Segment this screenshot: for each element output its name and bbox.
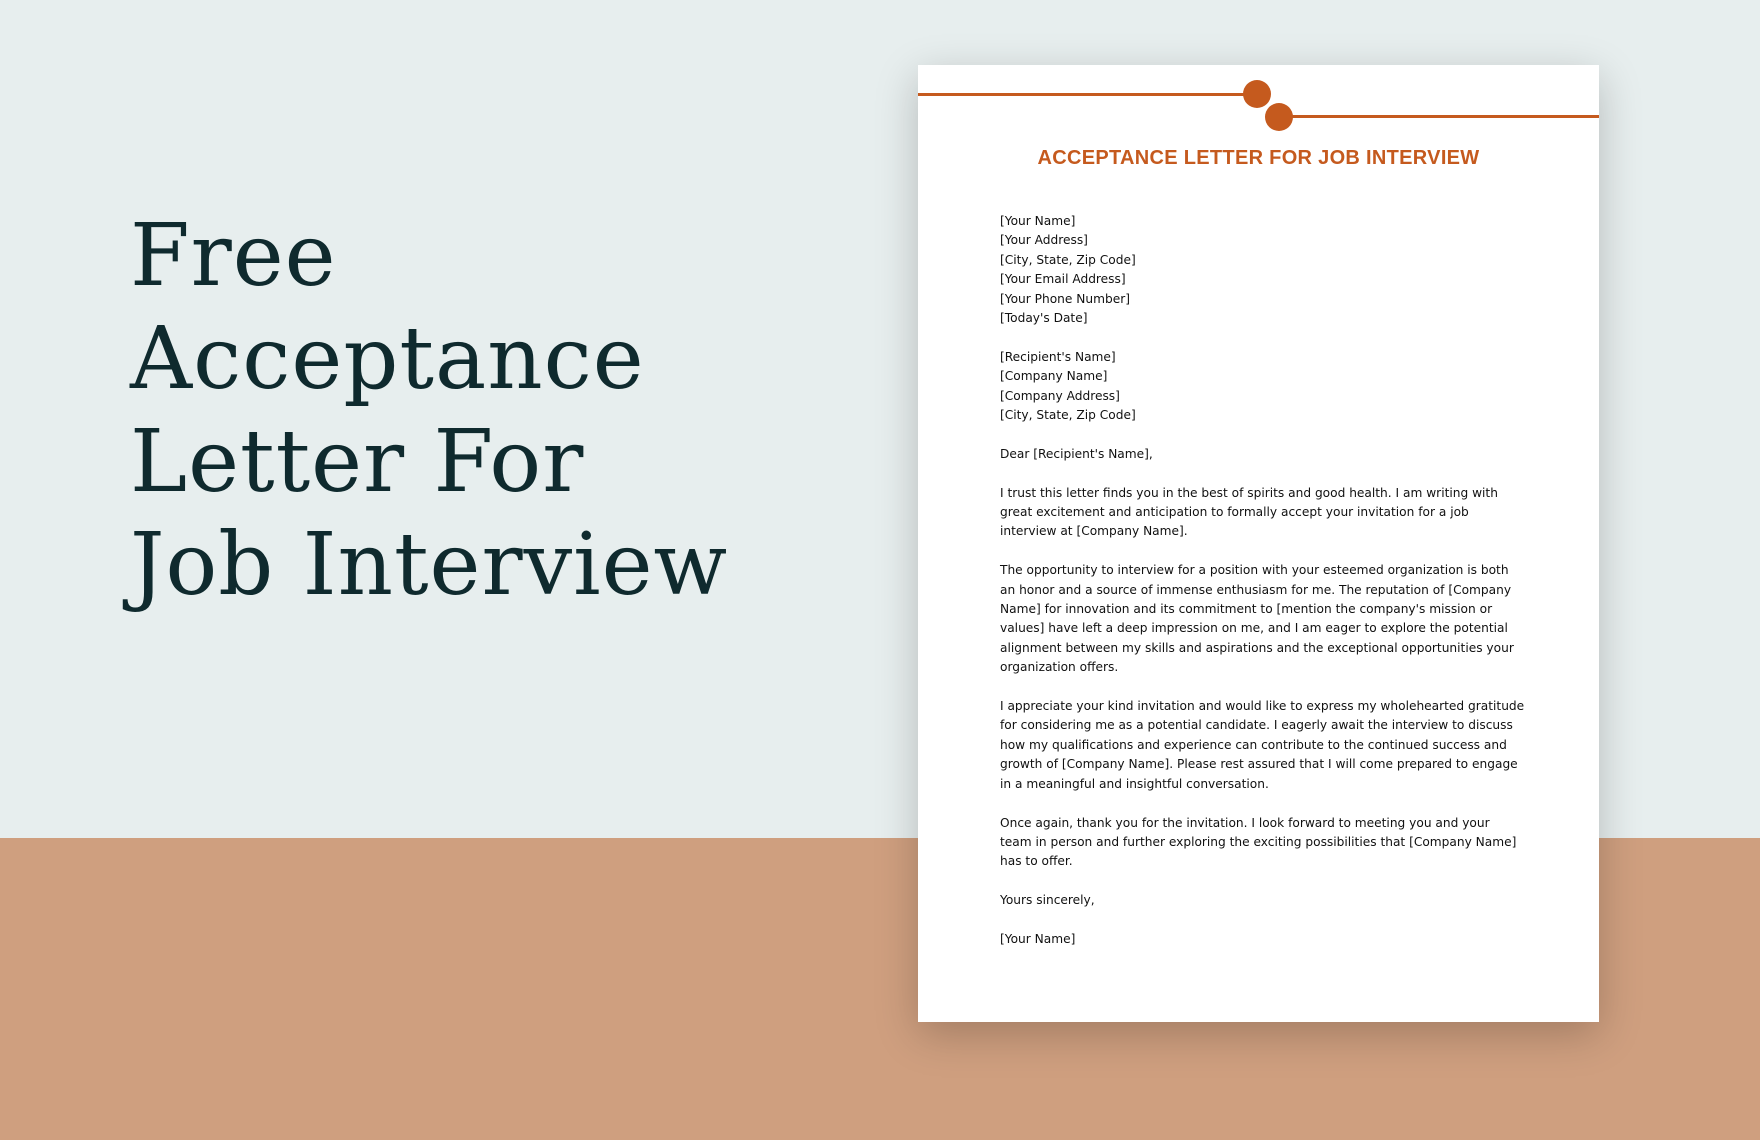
document-title: ACCEPTANCE LETTER FOR JOB INTERVIEW xyxy=(1037,147,1480,169)
salutation: Dear [Recipient's Name], xyxy=(1000,446,1153,461)
recipient-name: [Recipient's Name] xyxy=(1000,349,1116,364)
sender-email: [Your Email Address] xyxy=(1000,272,1126,287)
body-paragraph: Once again, thank you for the invitation. I look forward to meeting you and your team in person and further exploring the exciting possibilities that [Company Name] has to offer. xyxy=(1000,815,1517,869)
closing: Yours sincerely, xyxy=(1000,893,1095,908)
hero-title-line: Acceptance xyxy=(130,309,645,409)
sender-address: [Your Address] xyxy=(1000,233,1088,248)
hero-title-line: Job Interview xyxy=(130,515,729,615)
sender-phone: [Your Phone Number] xyxy=(1000,291,1130,306)
hero-title-line: Letter For xyxy=(130,412,585,512)
recipient-company-address: [Company Address] xyxy=(1000,388,1120,403)
header-decoration-line-right xyxy=(1276,115,1599,118)
letter-document xyxy=(918,65,1599,1022)
letter-body xyxy=(1000,212,1525,969)
recipient-company: [Company Name] xyxy=(1000,369,1108,384)
header-decoration-line-left xyxy=(918,93,1258,96)
sender-city-state-zip: [City, State, Zip Code] xyxy=(1000,252,1136,267)
signature: [Your Name] xyxy=(1000,931,1076,946)
letter-date: [Today's Date] xyxy=(1000,311,1088,326)
body-paragraph: I trust this letter finds you in the best of spirits and good health. I am writing with great excitement and anticipation to formally accept your invitation for a job interview at [Company Name]. xyxy=(1000,485,1498,539)
header-decoration-dot xyxy=(1243,80,1271,108)
body-paragraph: I appreciate your kind invitation and would like to express my wholehearted gratitude for considering me as a potential candidate. I eagerly await the interview to discuss how my qualifications and experience can contribute to the continued success and growth of [Company Name]. Please rest assured that I will come prepared to engage in a meaningful and insightful conversation. xyxy=(1000,699,1525,791)
hero-title-line: Free xyxy=(130,206,337,306)
hero-title xyxy=(130,205,750,617)
spacer xyxy=(1000,425,1525,444)
body-paragraph: The opportunity to interview for a position with your esteemed organization is both an honor and a source of immense enthusiasm for me. The reputation of [Company Name] for innovation and its commitment to [mention the company's mission or values] have left a deep impression on me, and I am eager to explore the potential alignment between my skills and aspirations and the exceptional opportunities your organization offers. xyxy=(1000,563,1514,675)
recipient-block xyxy=(1000,348,1525,426)
sender-block xyxy=(1000,212,1525,328)
recipient-city-state-zip: [City, State, Zip Code] xyxy=(1000,408,1136,423)
header-decoration-dot xyxy=(1265,103,1293,131)
sender-name: [Your Name] xyxy=(1000,214,1076,228)
spacer xyxy=(1000,328,1525,347)
